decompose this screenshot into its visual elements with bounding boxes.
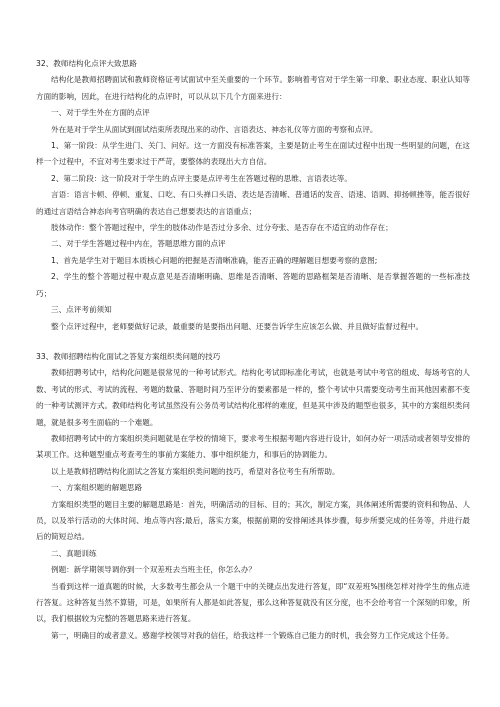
section-33-heading-1: 一、方案组织题的解题思路 bbox=[51, 483, 143, 493]
section-32-paragraph: 外在是对于学生从面试到面试结束所表现出来的动作、言语表达、神态礼仪等方面的考察和点评。 bbox=[51, 124, 378, 134]
section-32-intro: 结构化是教师招聘面试和教师资格证考试面试中至关重要的一个环节。影响着考官对于学生第一印象、职业态度、职业认知等方面的影响，因此，在进行结构化的点评时，可以从以下几个方面来进行： bbox=[36, 75, 470, 101]
section-33-paragraph: 教师招聘考试中，结构化问题是很常见的一种考试形式。结构化考试即标准化考试，也就是考试中考官的组成、每场考官的人数、考试的形式、考试的流程、考题的数量、答题时间乃至评分的要素都是一样的，整个考试中只需要变动考生而其他因素都不变的一种考试测评方式。教师结构化考试虽然没有公务员考试结构化那样的难度，但是其中涉及的题型也很多，其中的方案组织类问题，就是很多考生面临的一个难题。 bbox=[36, 368, 470, 427]
section-32-paragraph: 2、第二阶段：这一阶段对于学生的点评主要是点评考生在答题过程的思维、言语表达等。 bbox=[51, 173, 352, 183]
section-32-heading-2: 二、对于学生答题过程中内在，答题思维方面的点评 bbox=[51, 239, 226, 249]
section-32-paragraph: 1、首先是学生对于题目本质核心问题的把握是否清晰准确，能否正确的理解题目想要考察的意图; bbox=[51, 255, 378, 265]
section-gap bbox=[36, 335, 470, 349]
section-32-title: 32、教师结构化点评大致思路 bbox=[36, 59, 137, 68]
section-32-paragraph: 1、第一阶段：从学生进门、关门、问好。这一方面没有标准答案，主要是防止考生在面试过程中出现一些明显的问题，在这样一个过程中，不宜对考生要求过于严苛，要整体的表现出大方自信。 bbox=[36, 141, 470, 167]
section-33-paragraph: 教师招聘考试中的方案组织类问题就是在学校的情境下，要求考生根据考题内容进行设计，如何办好一项活动或者领导安排的某项工作。这种题型重点考查考生的事前方案能力、事中组织能力，和事后的协调能力。 bbox=[36, 433, 470, 460]
section-33-title: 33、教师招聘结构化面试之答复方案组织类问题的技巧 bbox=[36, 351, 221, 361]
section-32-paragraph: 言语：语言卡顿、停顿、重复、口吃、有口头禅口头语、表达是否清晰、普通话的发音、语速、语调、抑扬顿挫等，能否很好的通过言语结合神态向考官明确的表达自己想要表达的言语重点； bbox=[36, 190, 470, 216]
section-32-paragraph: 肢体动作：整个答题过程中，学生的肢体动作是否过分多余、过分夸张、是否存在不适宜的动作存在； bbox=[51, 223, 393, 233]
section-32-heading-1: 一、对于学生外在方面的点评 bbox=[51, 108, 150, 118]
section-33-paragraph: 第一，明确目的或者意义。感谢学校领导对我的信任，给我这样一个锻炼自己能力的时机，我会努力工作完成这个任务。 bbox=[51, 630, 454, 640]
section-32-paragraph: 整个点评过程中，老师要做好记录，最重要的是要指出问题、还要告诉学生应该怎么做、并且做好监督过程中。 bbox=[51, 321, 424, 331]
section-33-example: 例题：新学期领导调你到一个双差班去当班主任，你怎么办？ bbox=[51, 565, 257, 575]
section-32-heading-3: 三、点评考前须知 bbox=[51, 305, 112, 315]
section-33-heading-2: 二、真题训练 bbox=[51, 548, 97, 558]
section-32-paragraph: 2、学生的整个答题过程中观点意见是否清晰明确、思维是否清晰、答题的思路框架是否清晰、是否掌握答题的一些标准技巧； bbox=[36, 272, 470, 298]
section-33-paragraph: 以上是教师招聘结构化面试之答复方案组织类问题的技巧，希望对各位考生有所帮助。 bbox=[51, 466, 340, 476]
section-33-paragraph: 当看到这样一道真题的时候，大多数考生都会从一个题干中的关键点出发进行答复，即“双差班%围绕怎样对待学生的焦点进行答复。这种答复当然不算错，可是，如果所有人都是如此答复，那么这种答复就没有区分度，也不会给考官一个深刻的印象，所以，我们根据较为完整的答题思路来进行答复。 bbox=[36, 581, 470, 624]
section-33-paragraph: 方案组织类型的题目主要的解题思路是：首先，明确活动的目标、目的；其次，制定方案，具体阐述所需要的资料和物品、人员，以及举行活动的大体时间、地点等内容;最后，落实方案，根据前期的安排阐述具体步骤，每步所要完成的任务等，并进行最后的简短总结。 bbox=[36, 499, 470, 542]
